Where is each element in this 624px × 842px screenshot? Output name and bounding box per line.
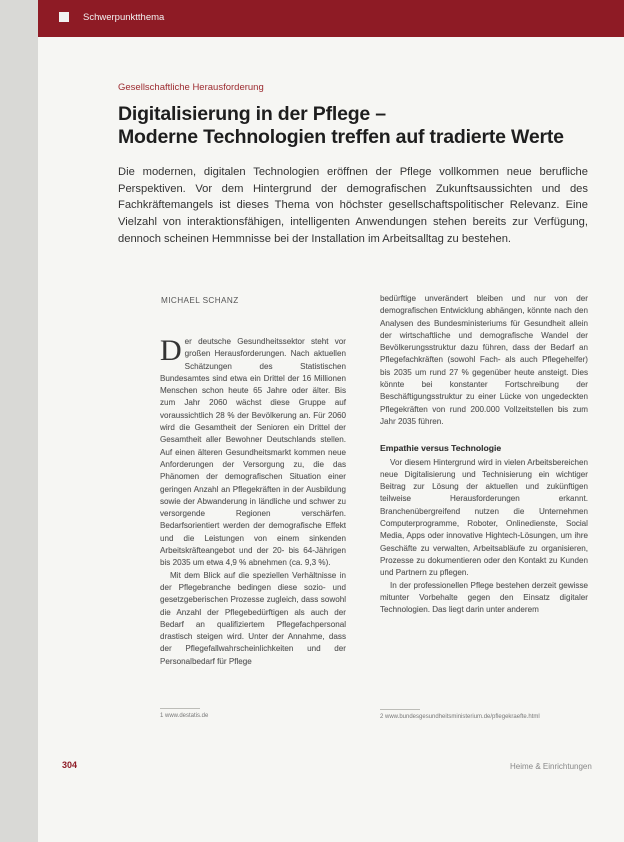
footnote-divider bbox=[160, 708, 200, 709]
footnote-divider bbox=[380, 709, 420, 710]
article-title-line-1: Digitalisierung in der Pflege – bbox=[118, 103, 386, 125]
section-subheading: Empathie versus Technologie bbox=[380, 443, 502, 454]
drop-cap: D bbox=[160, 334, 182, 367]
article-title-line-2: Moderne Technologien treffen auf tradierte Werte bbox=[118, 126, 564, 148]
journal-name: Heime & Einrichtungen bbox=[510, 762, 592, 771]
section-marker-icon bbox=[59, 12, 69, 22]
paragraph: Mit dem Blick auf die speziellen Verhältnisse in der Pflegebranche bedingen diese sozio- und gesetzgeberischen Prozesse zugleich, dass sowohl die Anzahl der Pflegebedürftigen als auch der Bedarf an qualifiziertem Pflegefachpersonal drastisch steigen wird. Unter der Annahme, dass der Pflegefallwahrscheinlichkeiten und der Personalbedarf für Pflege bbox=[160, 570, 346, 666]
footnote: 2 www.bundesgesundheitsministerium.de/pflegekraefte.html bbox=[380, 714, 540, 720]
article-kicker: Gesellschaftliche Herausforderung bbox=[118, 82, 264, 93]
article-title bbox=[118, 103, 618, 149]
paragraph: In der professionellen Pflege bestehen derzeit gewisse mitunter Vorbehalte gegen den Einsatz digitaler Technologien. Das liegt darin unter anderem bbox=[380, 580, 588, 615]
magazine-page bbox=[38, 0, 624, 842]
paragraph: Vor diesem Hintergrund wird in vielen Arbeitsbereichen neue Digitalisierung und Technisierung ein wichtiger Beitrag zur Lösung der aktuellen und zukünftigen teilweise Herausforderungen erkannt. Branchenübergreifend nutzen die Unternehmen Computerprogramme, Roboter, Onlinedienste, Social Media, Apps oder innovative Hightech-Lösungen, um ihre Geschäfte zu verwalten, Arbeitsabläufe zu organisieren, Prozesse zu dokumentieren oder den Kontakt zu Kunden und Partnern zu pflegen. bbox=[380, 457, 588, 578]
body-column-right bbox=[380, 293, 588, 616]
paragraph: bedürftige unverändert bleiben und nur von der demografischen Entwicklung abhängen, könnte nach den Analysen des Bundesministeriums für Gesundheit allein der wirtschaftliche und demografische Wandel der Bevölkerungsstruktur dazu führen, dass der Bedarf an Pflegefachkräften (sowohl Fach- als auch Pflegehelfer) bis 2035 um rund 27 % gegenüber heute ansteigt. Dies könnte bei konstanter Fortschreibung der Beschäftigungsstruktur zu einer Lücke von ungedeckten Pflegekräften von rund 200.000 Vollzeitstellen bis zum Jahr 2035 führen. bbox=[380, 294, 588, 426]
paragraph bbox=[160, 336, 346, 570]
article-author: MICHAEL SCHANZ bbox=[161, 296, 239, 305]
section-label: Schwerpunktthema bbox=[83, 12, 165, 23]
article-lead: Die modernen, digitalen Technologien eröffnen der Pflege vollkommen neue berufliche Perspektiven. Vor dem Hintergrund der demografischen Zukunftsaussichten und des Fachkräftemangels ist dieses Thema von höchster gesellschaftspolitischer Relevanz. Eine Vielzahl von interaktionsfähigen, intelligenten Anwendungen stehen bereits zur Verfügung, dennoch scheinen Hemmnisse bei der Installation im Arbeitsalltag zu bestehen. bbox=[118, 166, 588, 245]
section-header-band bbox=[38, 0, 624, 37]
page-number: 304 bbox=[62, 760, 78, 770]
paragraph-text: er deutsche Gesundheitssektor steht vor großen Herausforderungen. Nach aktuellen Schätzungen des Statistischen Bundesamtes sind etwa ein Drittel der 16 Millionen Menschen schon heute 65 Jahre oder älter. Bis zum Jahr 2060 wächst diese Gruppe auf voraussichtlich 28 % der Bevölkerung an. Für 2060 wird die Gesamtheit der Senioren ein Drittel der Gesamtheit aller Bewohner Deutschlands stellen. Auf einen älteren Gesundheitsmarkt kommen neue Anforderungen der Versorgung zu, die das Phänomen der demografischen Situation einer geringen Anzahl an Pflegekräften in der Ausbildung sowie der Abwanderung in ländliche und schwer zu versorgende Regionen verschärfen. Bedarfsorientiert werden der demografische Effekt und die Leistungen von einem sinkenden Arbeitskräfteangebot und der 20- bis 64-Jährigen bis 2035 um etwa 4,9 % abnehmen (ca. 9,3 %). bbox=[160, 337, 346, 568]
footnote: 1 www.destatis.de bbox=[160, 713, 209, 719]
body-column-left bbox=[160, 336, 346, 668]
